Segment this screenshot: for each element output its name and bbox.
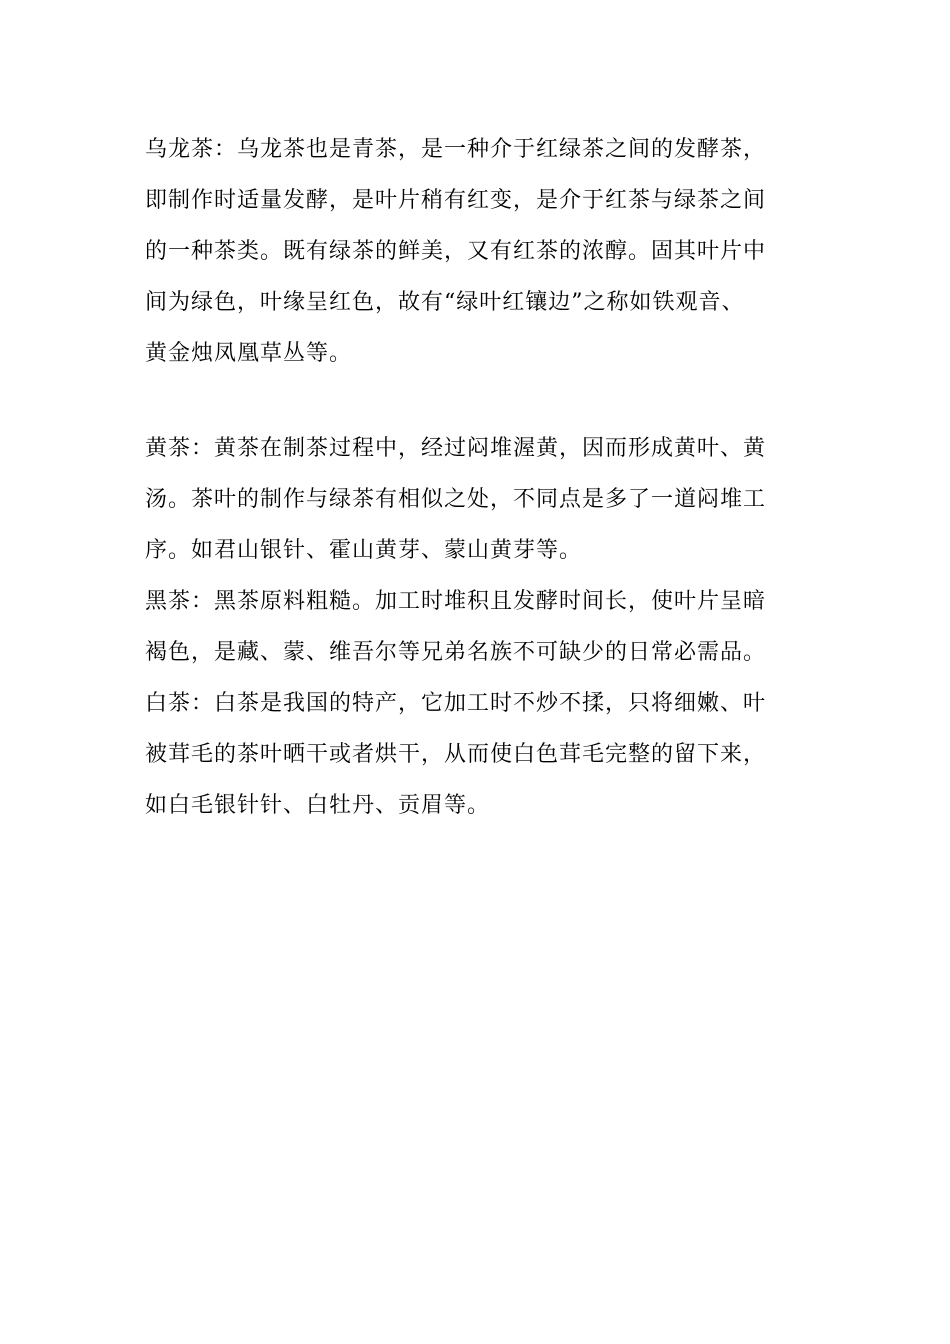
paragraph-line: 如白毛银针针、白牡丹、贡眉等。 <box>145 793 491 818</box>
paragraph-yellow-tea <box>145 423 805 576</box>
paragraph-line: 汤。茶叶的制作与绿茶有相似之处，不同点是多了一道闷堆工 <box>145 487 767 512</box>
paragraph-white-tea <box>145 678 805 831</box>
paragraph-line: 黄金烛凤凰草丛等。 <box>145 341 353 366</box>
paragraph-group-tea-types <box>145 423 805 831</box>
paragraph-oolong-tea <box>145 124 805 379</box>
paragraph-line: 白茶：白茶是我国的特产，它加工时不炒不揉，只将细嫩、叶 <box>145 691 767 716</box>
paragraph-line: 乌龙茶：乌龙茶也是青茶，是一种介于红绿茶之间的发酵茶， <box>145 137 767 162</box>
paragraph-line: 褐色，是藏、蒙、维吾尔等兄弟名族不可缺少的日常必需品。 <box>145 640 767 665</box>
paragraph-line: 黄茶：黄茶在制茶过程中，经过闷堆渥黄，因而形成黄叶、黄 <box>145 436 767 461</box>
paragraph-line: 的一种茶类。既有绿茶的鲜美，又有红茶的浓醇。固其叶片中 <box>145 239 767 264</box>
paragraph-line: 序。如君山银针、霍山黄芽、蒙山黄芽等。 <box>145 538 583 563</box>
paragraph-line: 间为绿色，叶缘呈红色，故有“绿叶红镶边”之称如铁观音、 <box>145 290 745 315</box>
paragraph-dark-tea <box>145 576 805 678</box>
paragraph-line: 被茸毛的茶叶晒干或者烘干，从而使白色茸毛完整的留下来， <box>145 742 767 767</box>
paragraph-line: 即制作时适量发酵，是叶片稍有红变，是介于红茶与绿茶之间 <box>145 188 767 213</box>
paragraph-line: 黑茶：黑茶原料粗糙。加工时堆积且发酵时间长，使叶片呈暗 <box>145 589 767 614</box>
